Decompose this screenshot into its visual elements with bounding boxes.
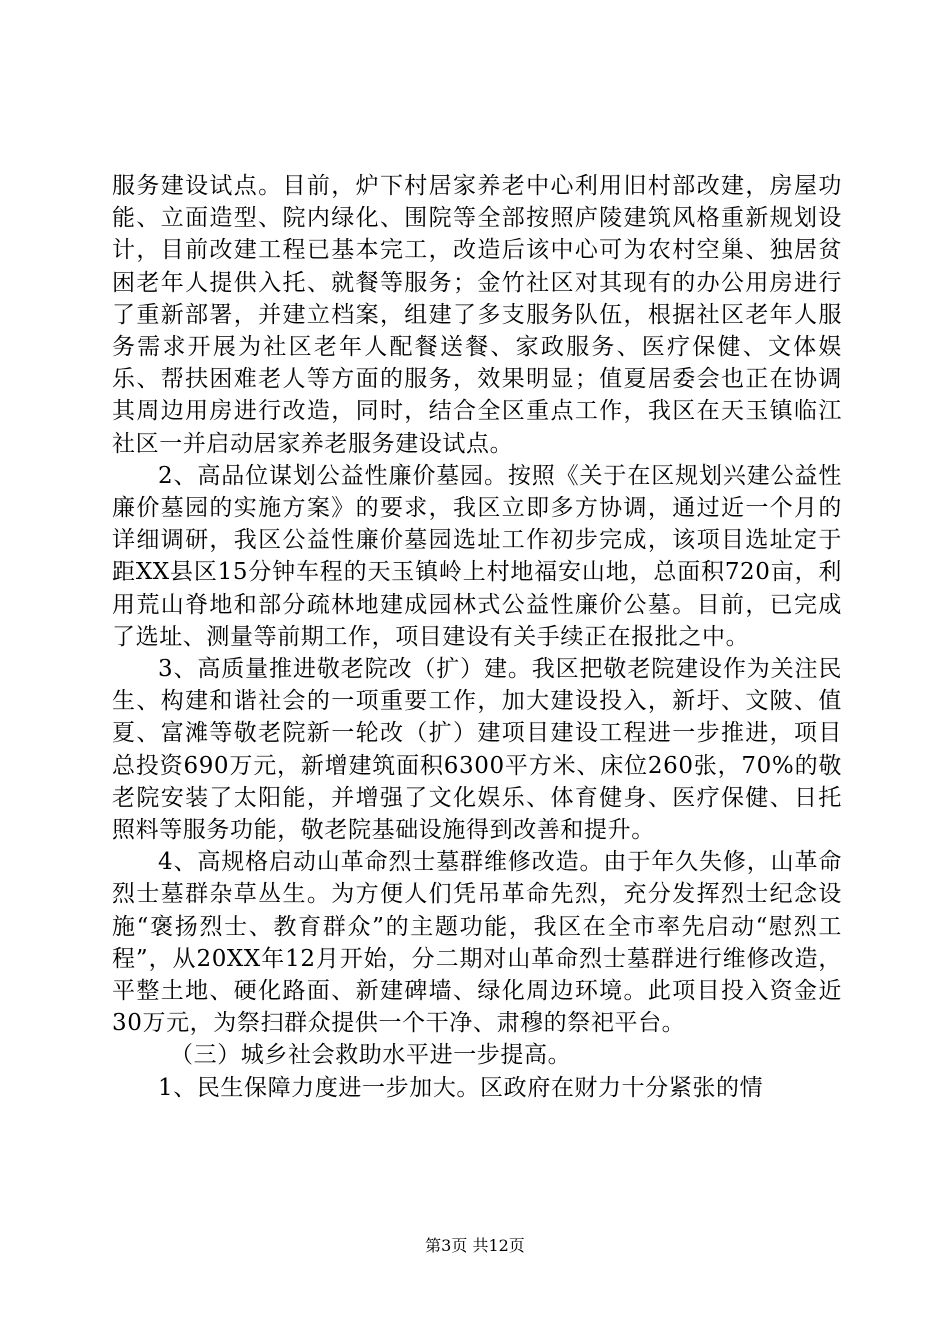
page-footer: 第3页 共12页 [425,1236,525,1255]
paragraph-continuation: 服务建设试点。目前，炉下村居家养老中心利用旧村部改建，房屋功能、立面造型、院内绿化、围院等全部按照庐陵建筑风格重新规划设计，目前改建工程已基本完工，改造后该中心可为农村空巢、独居贫困老年人提供入托、就餐等服务；金竹社区对其现有的办公用房进行了重新部署，并建立档案，组建了多支服务队伍，根据社区老年人服务需求开展为社区老年人配餐送餐、家政服务、医疗保健、文体娱乐、帮扶困难老人等方面的服务，效果明显；值夏居委会也正在协调其周边用房进行改造，同时，结合全区重点工作，我区在天玉镇临江社区一并启动居家养老服务建设试点。 [112,173,842,457]
paragraph-item-3: 3、高质量推进敬老院改（扩）建。我区把敬老院建设作为关注民生、构建和谐社会的一项重要工作，加大建设投入，新圩、文陂、值夏、富滩等敬老院新一轮改（扩）建项目建设工程进一步推进，项目总投资690万元，新增建筑面积6300平方米、床位260张，70%的敬老院安装了太阳能，并增强了文化娱乐、体育健身、医疗保健、日托照料等服务功能，敬老院基础设施得到改善和提升。 [112,656,842,844]
paragraph-item-4: 4、高规格启动山革命烈士墓群维修改造。由于年久失修，山革命烈士墓群杂草丛生。为方便人们凭吊革命先烈，充分发挥烈士纪念设施“褒扬烈士、教育群众”的主题功能，我区在全市率先启动“慰烈工程”，从20XX年12月开始，分二期对山革命烈士墓群进行维修改造，平整土地、硬化路面、新建碑墙、绿化周边环境。此项目投入资金近30万元，为祭扫群众提供一个干净、肃穆的祭祀平台。 [112,849,842,1037]
section-heading: （三）城乡社会救助水平进一步提高。 [170,1042,572,1069]
document-body [112,170,842,1104]
paragraph-item-2: 2、高品位谋划公益性廉价墓园。按照《关于在区规划兴建公益性廉价墓园的实施方案》的要求，我区立即多方协调，通过近一个月的详细调研，我区公益性廉价墓园选址工作初步完成，该项目选址定于距XX县区15分钟车程的天玉镇岭上村地福安山地，总面积720亩，利用荒山脊地和部分疏林地建成园林式公益性廉价公墓。目前，已完成了选址、测量等前期工作，项目建设有关手续正在报批之中。 [112,462,842,650]
paragraph-item-1: 1、民生保障力度进一步加大。区政府在财力十分紧张的情 [158,1074,764,1101]
